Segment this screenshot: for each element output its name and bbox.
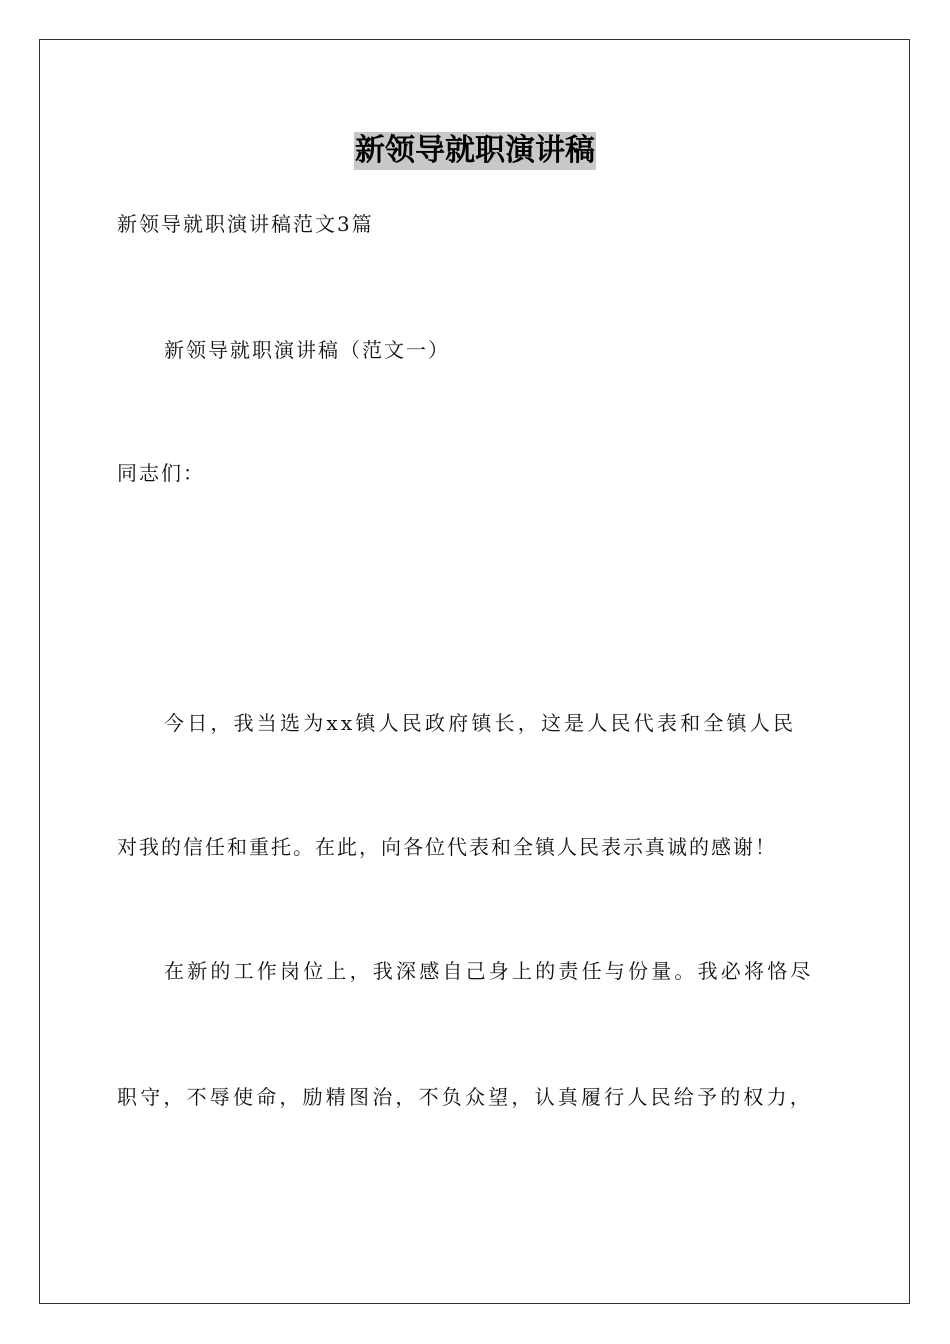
section-heading: 新领导就职演讲稿（范文一） <box>164 338 450 362</box>
document-subtitle: 新领导就职演讲稿范文3篇 <box>117 212 374 236</box>
document-title-text: 新领导就职演讲稿 <box>355 133 595 168</box>
paragraph-line-3: 在新的工作岗位上，我深感自己身上的责任与份量。我必将恪尽 <box>164 959 814 983</box>
paragraph-line-1: 今日，我当选为xx镇人民政府镇长，这是人民代表和全镇人民 <box>164 711 797 735</box>
paragraph-line-4: 职守，不辱使命，励精图治，不负众望，认真履行人民给予的权力， <box>117 1085 813 1109</box>
paragraph-line-2: 对我的信任和重托。在此，向各位代表和全镇人民表示真诚的感谢！ <box>117 835 777 859</box>
salutation: 同志们： <box>117 461 205 485</box>
document-title <box>0 130 950 170</box>
